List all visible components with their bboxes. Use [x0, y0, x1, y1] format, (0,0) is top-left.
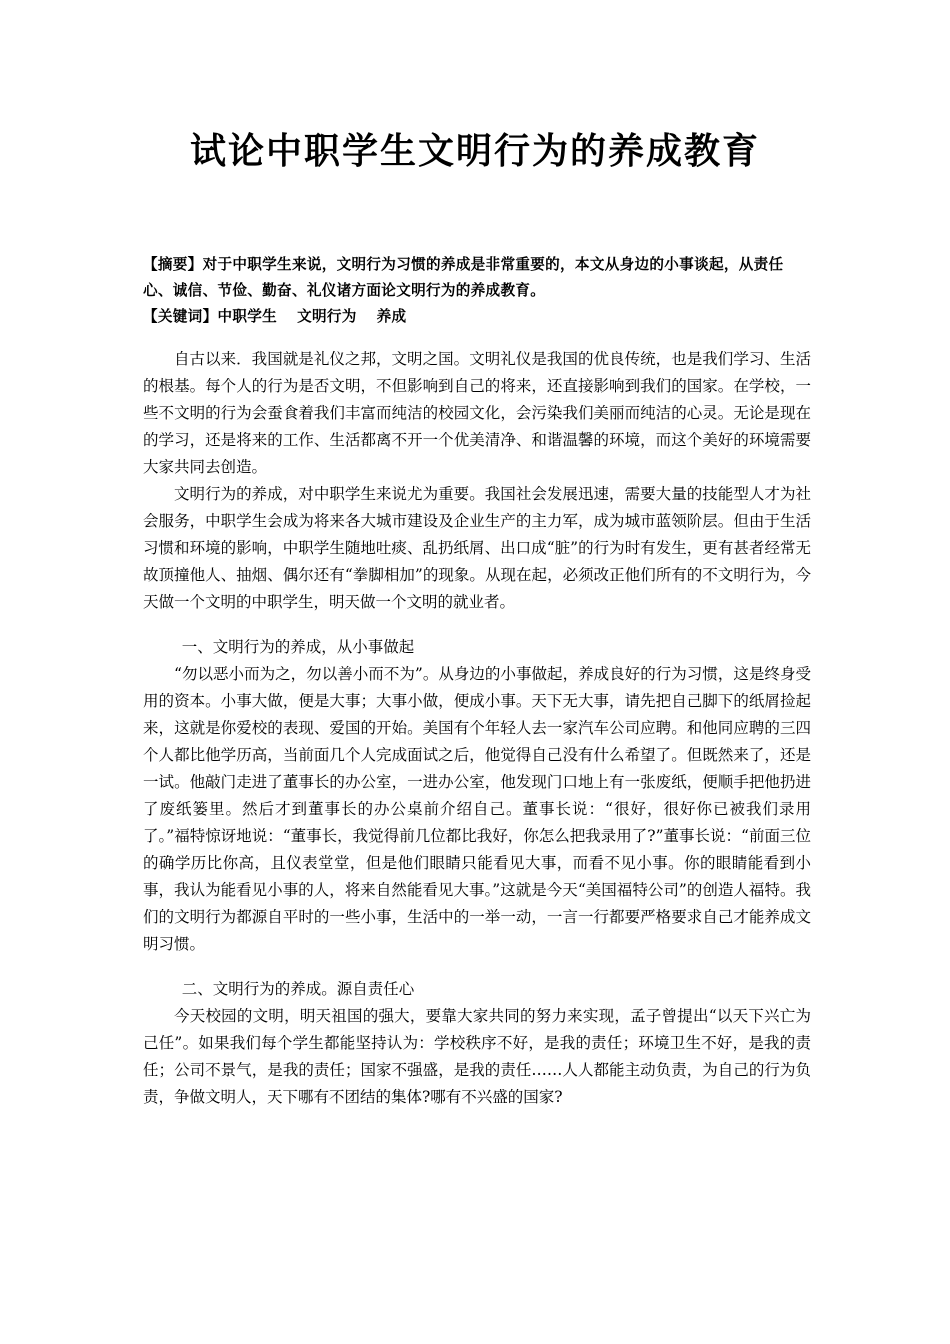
keyword: 中职学生 [217, 308, 278, 325]
abstract-text: 对于中职学生来说，文明行为习惯的养成是非常重要的，本文从身边的小事谈起，从责任心、诚信、节俭、勤奋、礼仪诸方面论文明行为的养成教育。 [143, 256, 784, 299]
body-text [143, 346, 811, 1111]
abstract-label: 【摘要】 [143, 256, 203, 273]
section-heading: 二、文明行为的养成。源自责任心 [181, 980, 415, 998]
paragraph: “勿以恶小而为之，勿以善小而不为”。从身边的小事做起，养成良好的行为习惯，这是终身受用的资本。小事大做，便是大事；大事小做，便成小事。天下无大事，请先把自己脚下的纸屑捡起来，这就是你爱校的表现、爱国的开始。美国有个年轻人去一家汽车公司应聘。和他同应聘的三四个人都比他学历高，当前面几个人完成面试之后，他觉得自己没有什么希望了。但既然来了，还是一试。他敲门走进了董事长的办公室，一进办公室，他发现门口地上有一张废纸，便顺手把他扔进了废纸篓里。然后才到董事长的办公桌前介绍自己。董事长说：“很好，很好你已被我们录用了。”福特惊讶地说：“董事长，我觉得前几位都比我好，你怎么把我录用了?”董事长说：“前面三位的确学历比你高，且仪表堂堂，但是他们眼睛只能看见大事，而看不见小事。你的眼睛能看到小事，我认为能看见小事的人，将来自然能看见大事。”这就是今天“美国福特公司”的创造人福特。我们的文明行为都源自平时的一些小事，生活中的一举一动，一言一行都要严格要求自己才能养成文明习惯。 [143, 665, 811, 953]
keyword: 养成 [376, 308, 407, 325]
keywords-label: 【关键词】 [143, 308, 218, 325]
paragraph: 文明行为的养成，对中职学生来说尤为重要。我国社会发展迅速，需要大量的技能型人才为社会服务，中职学生会成为将来各大城市建设及企业生产的主力军，成为城市蓝领阶层。但由于生活习惯和环境的影响，中职学生随地吐痰、乱扔纸屑、出口成“脏”的行为时有发生，更有甚者经常无故顶撞他人、抽烟、偶尔还有“拳脚相加”的现象。从现在起，必须改正他们所有的不文明行为，今天做一个文明的中职学生，明天做一个文明的就业者。 [143, 485, 811, 611]
keyword: 文明行为 [297, 308, 357, 325]
keywords [143, 304, 811, 330]
paragraph: 自古以来．我国就是礼仪之邦，文明之国。文明礼仪是我国的优良传统，也是我们学习、生活的根基。每个人的行为是否文明，不但影响到自己的将来，还直接影响到我们的国家。在学校，一些不文明的行为会蚕食着我们丰富而纯洁的校园文化，会污染我们美丽而纯洁的心灵。无论是现在的学习，还是将来的工作、生活都离不开一个优美清净、和谐温馨的环境，而这个美好的环境需要大家共同去创造。 [143, 350, 811, 476]
abstract [143, 252, 811, 304]
document-title: 试论中职学生文明行为的养成教育 [189, 131, 760, 172]
paragraph: 今天校园的文明，明天祖国的强大，要靠大家共同的努力来实现，孟子曾提出“以天下兴亡为己任”。如果我们每个学生都能坚持认为：学校秩序不好，是我的责任；环境卫生不好，是我的责任；公司不景气，是我的责任；国家不强盛，是我的责任……人人都能主动负责，为自己的行为负责，争做文明人，天下哪有不团结的集体?哪有不兴盛的国家? [143, 1007, 811, 1106]
section-heading: 一、文明行为的养成，从小事做起 [181, 638, 415, 656]
abstract-block [143, 252, 811, 330]
